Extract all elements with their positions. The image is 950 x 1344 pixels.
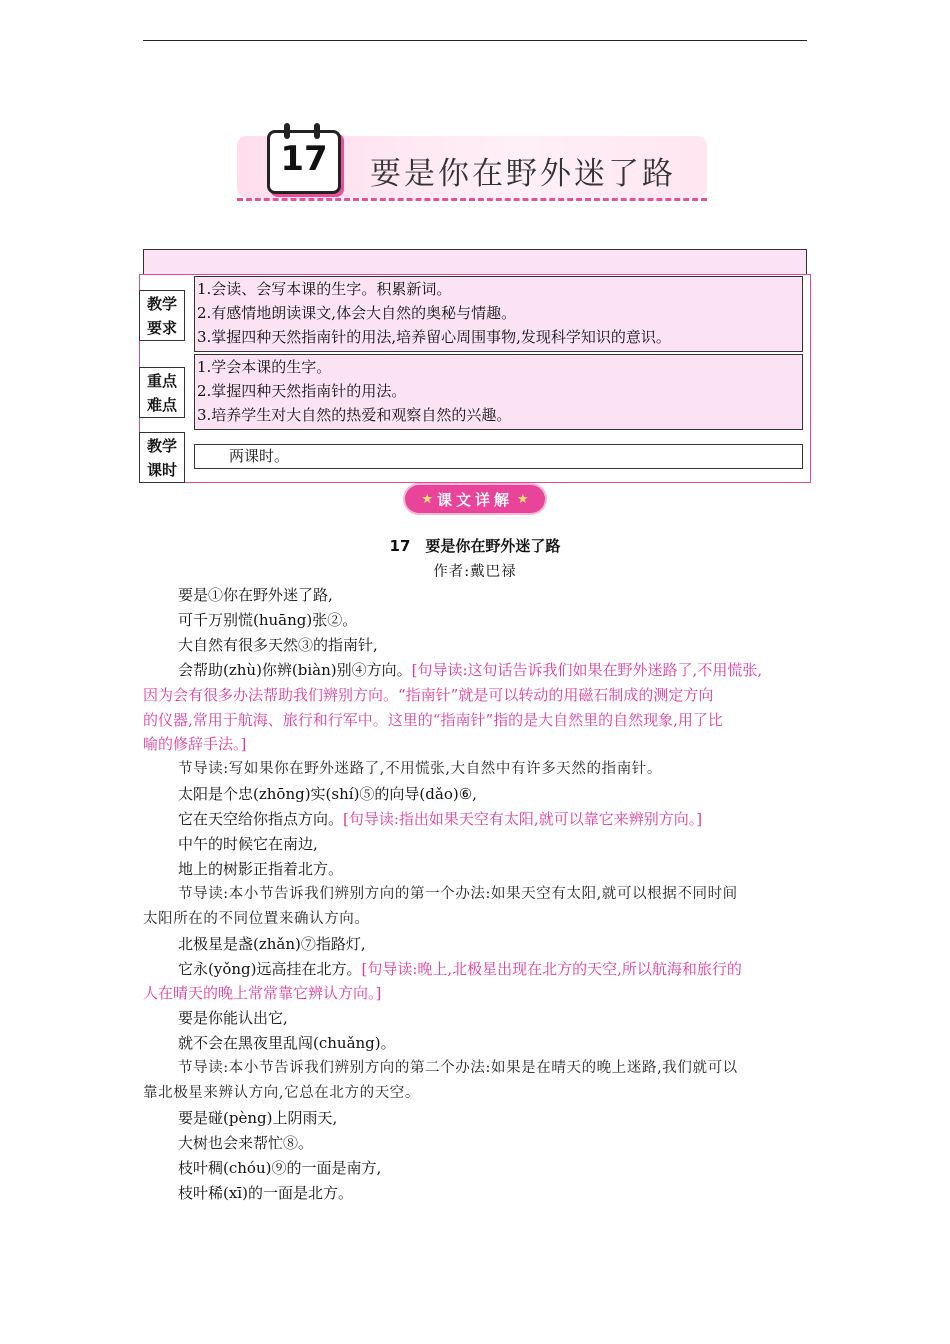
line-text: 地上的树影正指着北方。 xyxy=(178,860,344,878)
calendar-ring-icon xyxy=(284,123,290,139)
lesson-number: 17 xyxy=(280,139,328,179)
calendar-ring-icon xyxy=(314,123,320,139)
calendar-icon xyxy=(267,130,341,194)
line-text: 节导读:本小节告诉我们辨别方向的第一个办法:如果天空有太阳,就可以根据不同时间 xyxy=(178,886,738,902)
requirement-item: 1.会读、会写本课的生字。积累新词。 xyxy=(197,280,452,298)
key-points-box xyxy=(194,354,803,430)
header-rule xyxy=(143,40,807,41)
star-icon: ★ xyxy=(517,491,529,507)
line-text: 北极星是盏(zhǎn)⑦指路灯, xyxy=(178,935,366,953)
section-guide-line xyxy=(178,882,738,907)
line-text: 它在天空给你指点方向。 xyxy=(178,810,344,828)
poem-line xyxy=(178,633,378,658)
poem-line xyxy=(178,807,702,832)
lesson-title: 要是你在野外迷了路 xyxy=(370,156,676,192)
line-text: 节导读:写如果你在野外迷路了,不用慌张,大自然中有许多天然的指南针。 xyxy=(178,761,663,777)
note-line xyxy=(143,683,713,708)
poem-line xyxy=(178,658,762,683)
line-text: 枝叶稠(chóu)⑨的一面是南方, xyxy=(178,1159,382,1177)
note-line xyxy=(143,981,381,1006)
table-header-bar xyxy=(143,249,807,275)
line-text: 可千万别慌(huāng)张②。 xyxy=(178,611,358,629)
line-text: 太阳所在的不同位置来确认方向。 xyxy=(143,911,370,927)
line-text: 因为会有很多办法帮助我们辨别方向。“指南针”就是可以转动的用磁石制成的测定方向 xyxy=(143,686,714,704)
line-text: 大自然有很多天然③的指南针, xyxy=(178,636,378,654)
line-text: 喻的修辞手法。] xyxy=(143,735,247,753)
line-text: 节导读:本小节告诉我们辨别方向的第二个办法:如果是在晴天的晚上迷路,我们就可以 xyxy=(178,1060,738,1076)
line-text: 要是你能认出它, xyxy=(178,1009,288,1027)
poem-line xyxy=(178,1006,288,1031)
line-text: 太阳是个忠(zhōng)实(shí)⑤的向导(dǎo)⑥, xyxy=(178,785,477,803)
key-point-item: 3.培养学生对大自然的热爱和观察自然的兴趣。 xyxy=(197,406,512,424)
line-text: 它永(yǒng)远高挂在北方。 xyxy=(178,960,362,978)
line-text: 靠北极星来辨认方向,它总在北方的天空。 xyxy=(143,1085,421,1101)
note-line xyxy=(143,708,723,733)
line-text: 要是①你在野外迷了路, xyxy=(178,586,333,604)
sentence-guide-note: [句导读:晚上,北极星出现在北方的天空,所以航海和旅行的 xyxy=(361,960,742,978)
section-guide-line xyxy=(143,907,370,932)
section-tag-label: 课文详解 xyxy=(436,490,513,509)
line-text: 人在晴天的晚上常常靠它辨认方向。] xyxy=(143,984,382,1002)
requirement-item: 3.掌握四种天然指南针的用法,培养留心周围事物,发现科学知识的意识。 xyxy=(197,328,671,346)
poem-line xyxy=(178,1031,396,1056)
poem-line xyxy=(178,832,318,857)
star-icon: ★ xyxy=(421,491,433,507)
lesson-banner xyxy=(215,118,715,210)
requirement-item: 2.有感情地朗读课文,体会大自然的奥秘与情趣。 xyxy=(197,304,517,322)
label-class-hours: 教学 课时 xyxy=(139,432,185,483)
section-tag xyxy=(405,485,545,513)
key-point-item: 2.掌握四种天然指南针的用法。 xyxy=(197,382,407,400)
poem-line xyxy=(178,1106,337,1131)
poem-line xyxy=(178,1181,353,1206)
label-teaching-requirements: 教学 要求 xyxy=(139,290,185,341)
key-point-item: 1.学会本课的生字。 xyxy=(197,358,332,376)
poem-line xyxy=(178,583,333,608)
text-author: 作者:戴巴禄 xyxy=(433,564,517,580)
label-key-points: 重点 难点 xyxy=(139,367,185,418)
section-guide-line xyxy=(178,1056,738,1081)
line-text: 要是碰(pèng)上阴雨天, xyxy=(178,1109,338,1127)
sentence-guide-note: [句导读:指出如果天空有太阳,就可以靠它来辨别方向。] xyxy=(343,810,703,828)
sentence-guide-note: [句导读:这句话告诉我们如果在野外迷路了,不用慌张, xyxy=(411,661,763,679)
class-hours-value: 两课时。 xyxy=(229,447,290,465)
text-heading: 17 要是你在野外迷了路 xyxy=(389,537,561,555)
line-text: 中午的时候它在南边, xyxy=(178,835,318,853)
line-text: 枝叶稀(xī)的一面是北方。 xyxy=(178,1184,353,1202)
line-text: 会帮助(zhù)你辨(biàn)别④方向。 xyxy=(178,661,412,679)
poem-line xyxy=(178,932,366,957)
line-text: 大树也会来帮忙⑧。 xyxy=(178,1134,314,1152)
poem-line xyxy=(178,1131,313,1156)
line-text: 就不会在黑夜里乱闯(chuǎng)。 xyxy=(178,1034,396,1052)
poem-line xyxy=(178,857,343,882)
section-guide-line xyxy=(143,1081,420,1106)
class-hours-box xyxy=(194,444,803,469)
poem-line xyxy=(178,782,477,807)
poem-line xyxy=(178,1156,381,1181)
section-guide-line xyxy=(178,757,662,782)
poem-line xyxy=(178,608,357,633)
banner-divider xyxy=(237,198,707,201)
line-text: 的仪器,常用于航海、旅行和行军中。这里的“指南针”指的是大自然里的自然现象,用了比 xyxy=(143,711,723,729)
requirements-box xyxy=(194,276,803,352)
poem-line xyxy=(178,957,742,982)
note-line xyxy=(143,732,246,757)
